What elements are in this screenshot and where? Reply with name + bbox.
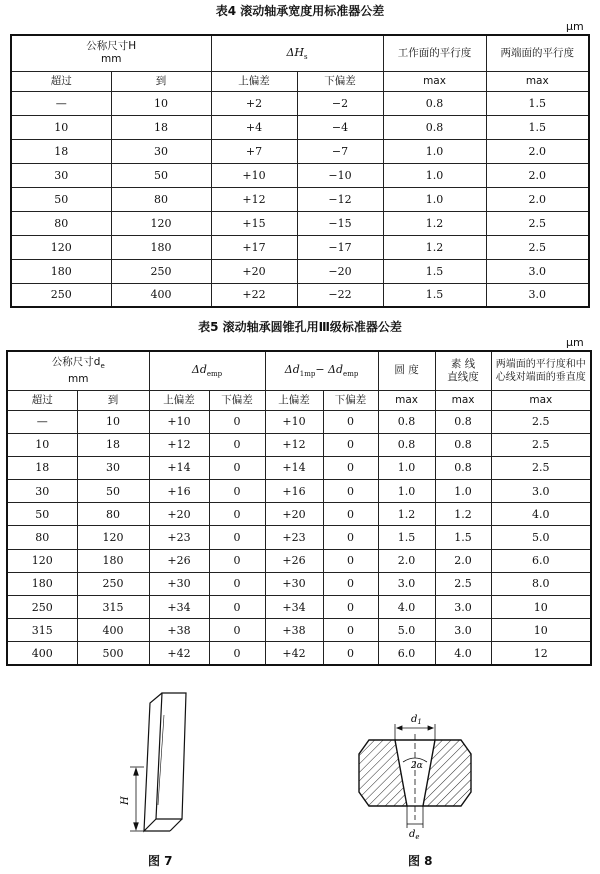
table-cell: 1.5 bbox=[486, 115, 589, 139]
table-cell: 180 bbox=[77, 549, 149, 572]
table-cell: 1.2 bbox=[378, 503, 435, 526]
table-cell: 18 bbox=[77, 433, 149, 456]
table-cell: +14 bbox=[265, 456, 323, 479]
table-cell: 0 bbox=[209, 549, 265, 572]
table-cell: +30 bbox=[149, 572, 209, 595]
table-cell: 0.8 bbox=[378, 410, 435, 433]
table-cell: +20 bbox=[149, 503, 209, 526]
table-cell: 5.0 bbox=[378, 619, 435, 642]
table-cell: +22 bbox=[211, 283, 297, 307]
table-cell: 6.0 bbox=[491, 549, 591, 572]
table-cell: 2.0 bbox=[486, 139, 589, 163]
t5-max-header: max bbox=[491, 390, 591, 410]
table-cell: 1.0 bbox=[435, 480, 491, 503]
table-cell: −2 bbox=[297, 91, 383, 115]
table-cell: 400 bbox=[111, 283, 211, 307]
table-cell: 3.0 bbox=[378, 572, 435, 595]
table-cell: 0 bbox=[209, 572, 265, 595]
table-row bbox=[11, 235, 589, 259]
table-cell: −20 bbox=[297, 259, 383, 283]
table-cell: 10 bbox=[491, 596, 591, 619]
t4-end-parallel-header: 两端面的平行度 bbox=[486, 35, 589, 71]
table-cell: 0 bbox=[209, 642, 265, 665]
table-cell: +38 bbox=[149, 619, 209, 642]
table-cell: +34 bbox=[149, 596, 209, 619]
t4-lower-header: 下偏差 bbox=[297, 71, 383, 91]
table-cell: 0 bbox=[323, 433, 378, 456]
table-cell: +16 bbox=[149, 480, 209, 503]
table-cell: −17 bbox=[297, 235, 383, 259]
table-cell: −10 bbox=[297, 163, 383, 187]
table-cell: +12 bbox=[149, 433, 209, 456]
table-cell: 1.0 bbox=[378, 456, 435, 479]
table-row bbox=[11, 283, 589, 307]
table-cell: 1.2 bbox=[383, 211, 486, 235]
table-cell: 315 bbox=[7, 619, 77, 642]
table-cell: 10 bbox=[491, 619, 591, 642]
t5-upper-header: 上偏差 bbox=[265, 390, 323, 410]
table-cell: 0 bbox=[209, 410, 265, 433]
t4-delta-header: $\Delta H_s$ bbox=[211, 35, 383, 71]
table-cell: +42 bbox=[149, 642, 209, 665]
t4-work-parallel-header: 工作面的平行度 bbox=[383, 35, 486, 71]
table-row bbox=[11, 139, 589, 163]
table-cell: 0 bbox=[323, 619, 378, 642]
fig7-label-h: H bbox=[120, 796, 131, 805]
table-cell: 250 bbox=[7, 596, 77, 619]
table-cell: 0 bbox=[209, 526, 265, 549]
table-cell: 0 bbox=[323, 596, 378, 619]
table-cell: 120 bbox=[11, 235, 111, 259]
table-cell: 0 bbox=[323, 526, 378, 549]
table-cell: +23 bbox=[265, 526, 323, 549]
table-cell: 50 bbox=[7, 503, 77, 526]
fig8-label-angle: 2α bbox=[411, 761, 423, 771]
fig8-label-de: $d_e$ bbox=[409, 829, 420, 840]
table-row bbox=[11, 91, 589, 115]
table-cell: +12 bbox=[265, 433, 323, 456]
table-cell: 0 bbox=[209, 596, 265, 619]
table-cell: 0 bbox=[323, 456, 378, 479]
table-cell: 50 bbox=[11, 187, 111, 211]
table-cell: +26 bbox=[265, 549, 323, 572]
table-cell: 4.0 bbox=[378, 596, 435, 619]
table-row bbox=[7, 642, 591, 665]
table5 bbox=[6, 350, 592, 666]
table-cell: +23 bbox=[149, 526, 209, 549]
t5-delta1-header: $\Delta d_{emp}$ bbox=[149, 351, 265, 390]
table-cell: 80 bbox=[111, 187, 211, 211]
table-cell: 0 bbox=[323, 503, 378, 526]
table-cell: 1.5 bbox=[378, 526, 435, 549]
table-cell: 2.5 bbox=[491, 433, 591, 456]
t5-upper-header: 上偏差 bbox=[149, 390, 209, 410]
table-cell: +30 bbox=[265, 572, 323, 595]
table-cell: 1.2 bbox=[435, 503, 491, 526]
table-cell: 10 bbox=[7, 433, 77, 456]
table-cell: — bbox=[7, 410, 77, 433]
table-cell: 400 bbox=[7, 642, 77, 665]
table-cell: +4 bbox=[211, 115, 297, 139]
figure-8-caption: 图 8 bbox=[408, 854, 433, 868]
table-cell: 180 bbox=[11, 259, 111, 283]
table-cell: +7 bbox=[211, 139, 297, 163]
t5-to-header: 到 bbox=[77, 390, 149, 410]
table-row bbox=[7, 480, 591, 503]
t4-max-header: max bbox=[486, 71, 589, 91]
table4-unit: μm bbox=[566, 20, 584, 33]
t5-over-header: 超过 bbox=[7, 390, 77, 410]
table-cell: 0.8 bbox=[383, 115, 486, 139]
fig8-label-d1: $d_1$ bbox=[411, 714, 422, 726]
table-cell: 0.8 bbox=[378, 433, 435, 456]
table-cell: 2.0 bbox=[486, 187, 589, 211]
table-cell: 80 bbox=[77, 503, 149, 526]
table-cell: 0 bbox=[323, 480, 378, 503]
table-cell: 0 bbox=[323, 549, 378, 572]
table-cell: 2.5 bbox=[486, 211, 589, 235]
table5-unit: μm bbox=[566, 336, 584, 349]
table-cell: 3.0 bbox=[491, 480, 591, 503]
figure-7-caption: 图 7 bbox=[148, 854, 173, 868]
table-row bbox=[11, 115, 589, 139]
table-cell: 250 bbox=[11, 283, 111, 307]
table-cell: 1.0 bbox=[383, 163, 486, 187]
table-cell: +2 bbox=[211, 91, 297, 115]
table-cell: 5.0 bbox=[491, 526, 591, 549]
table-cell: 1.5 bbox=[383, 283, 486, 307]
table-cell: 3.0 bbox=[435, 596, 491, 619]
table-cell: 120 bbox=[7, 549, 77, 572]
table-cell: +10 bbox=[211, 163, 297, 187]
table-cell: 4.0 bbox=[491, 503, 591, 526]
table-cell: +20 bbox=[211, 259, 297, 283]
table-cell: +20 bbox=[265, 503, 323, 526]
table-cell: +26 bbox=[149, 549, 209, 572]
t5-straight-header: 素 线 直线度 bbox=[435, 351, 491, 390]
table-cell: 2.5 bbox=[491, 456, 591, 479]
table-cell: 0 bbox=[323, 642, 378, 665]
figure-8-drawing bbox=[345, 710, 485, 840]
table-cell: 0 bbox=[209, 503, 265, 526]
table-cell: 3.0 bbox=[435, 619, 491, 642]
t5-size-header: 公称尺寸$d_e$ mm bbox=[7, 351, 149, 390]
table-row bbox=[7, 572, 591, 595]
table-cell: 2.5 bbox=[491, 410, 591, 433]
t4-upper-header: 上偏差 bbox=[211, 71, 297, 91]
table-row bbox=[11, 163, 589, 187]
table-cell: −4 bbox=[297, 115, 383, 139]
table-cell: −7 bbox=[297, 139, 383, 163]
table-cell: −15 bbox=[297, 211, 383, 235]
table-cell: 120 bbox=[77, 526, 149, 549]
table-cell: 50 bbox=[77, 480, 149, 503]
table-row bbox=[7, 596, 591, 619]
table-cell: 10 bbox=[77, 410, 149, 433]
table-cell: 6.0 bbox=[378, 642, 435, 665]
table-cell: 0 bbox=[209, 619, 265, 642]
table-cell: −12 bbox=[297, 187, 383, 211]
table-row bbox=[11, 211, 589, 235]
table-cell: +34 bbox=[265, 596, 323, 619]
table-cell: 400 bbox=[77, 619, 149, 642]
table-cell: +42 bbox=[265, 642, 323, 665]
table-cell: 4.0 bbox=[435, 642, 491, 665]
table-row bbox=[11, 259, 589, 283]
table-row bbox=[7, 503, 591, 526]
table-cell: 1.0 bbox=[383, 139, 486, 163]
table-cell: +17 bbox=[211, 235, 297, 259]
table-cell: 180 bbox=[7, 572, 77, 595]
table-cell: 315 bbox=[77, 596, 149, 619]
table-cell: 0 bbox=[209, 456, 265, 479]
table-cell: 18 bbox=[11, 139, 111, 163]
table-cell: 0.8 bbox=[435, 410, 491, 433]
table-cell: 2.0 bbox=[378, 549, 435, 572]
table-cell: 500 bbox=[77, 642, 149, 665]
t5-delta2-header: $\Delta d_{1mp}- \Delta d_{emp}$ bbox=[265, 351, 378, 390]
table-cell: +14 bbox=[149, 456, 209, 479]
table-cell: 120 bbox=[111, 211, 211, 235]
table-cell: 250 bbox=[77, 572, 149, 595]
table-row bbox=[7, 549, 591, 572]
table-row bbox=[7, 410, 591, 433]
t5-round-header: 圆 度 bbox=[378, 351, 435, 390]
table-cell: 30 bbox=[77, 456, 149, 479]
table-cell: 180 bbox=[111, 235, 211, 259]
table-cell: 1.5 bbox=[383, 259, 486, 283]
table-cell: 18 bbox=[111, 115, 211, 139]
t4-over-header: 超过 bbox=[11, 71, 111, 91]
t4-size-header: 公称尺寸H mm bbox=[11, 35, 211, 71]
t5-ends-header: 两端面的平行度和中 心线对端面的垂直度 bbox=[491, 351, 591, 390]
t5-lower-header: 下偏差 bbox=[209, 390, 265, 410]
table-row bbox=[7, 456, 591, 479]
t4-max-header: max bbox=[383, 71, 486, 91]
table-cell: 2.0 bbox=[435, 549, 491, 572]
table-cell: 30 bbox=[11, 163, 111, 187]
table-cell: 0 bbox=[323, 572, 378, 595]
t5-lower-header: 下偏差 bbox=[323, 390, 378, 410]
table-cell: 2.0 bbox=[486, 163, 589, 187]
table-cell: 1.5 bbox=[435, 526, 491, 549]
table-cell: 0.8 bbox=[435, 433, 491, 456]
table-cell: 2.5 bbox=[486, 235, 589, 259]
table-cell: 1.0 bbox=[378, 480, 435, 503]
table-cell: 250 bbox=[111, 259, 211, 283]
table-cell: 8.0 bbox=[491, 572, 591, 595]
table-row bbox=[7, 526, 591, 549]
table-cell: 18 bbox=[7, 456, 77, 479]
table-cell: 1.2 bbox=[383, 235, 486, 259]
table-cell: 80 bbox=[11, 211, 111, 235]
table-cell: 30 bbox=[111, 139, 211, 163]
table-cell: 2.5 bbox=[435, 572, 491, 595]
table4 bbox=[10, 34, 590, 308]
table-row bbox=[11, 187, 589, 211]
table-cell: — bbox=[11, 91, 111, 115]
table-cell: +16 bbox=[265, 480, 323, 503]
table-cell: 12 bbox=[491, 642, 591, 665]
table-cell: 0 bbox=[209, 480, 265, 503]
table-cell: 0.8 bbox=[383, 91, 486, 115]
table-cell: 0 bbox=[209, 433, 265, 456]
table-cell: −22 bbox=[297, 283, 383, 307]
figure-7-drawing bbox=[110, 685, 220, 845]
t4-to-header: 到 bbox=[111, 71, 211, 91]
table-cell: 0 bbox=[323, 410, 378, 433]
table-cell: +38 bbox=[265, 619, 323, 642]
table-row bbox=[7, 433, 591, 456]
table5-caption: 表5 滚动轴承圆锥孔用Ⅲ级标准器公差 bbox=[198, 320, 402, 334]
table-cell: 30 bbox=[7, 480, 77, 503]
table-cell: 80 bbox=[7, 526, 77, 549]
table-cell: 1.5 bbox=[486, 91, 589, 115]
table-cell: +10 bbox=[149, 410, 209, 433]
table-cell: 50 bbox=[111, 163, 211, 187]
table-cell: 10 bbox=[111, 91, 211, 115]
table-cell: 3.0 bbox=[486, 283, 589, 307]
table-row bbox=[7, 619, 591, 642]
table-cell: 3.0 bbox=[486, 259, 589, 283]
table-cell: +10 bbox=[265, 410, 323, 433]
table-cell: 0.8 bbox=[435, 456, 491, 479]
table4-caption: 表4 滚动轴承宽度用标准器公差 bbox=[215, 4, 385, 18]
t5-max-header: max bbox=[435, 390, 491, 410]
table-cell: 10 bbox=[11, 115, 111, 139]
t5-max-header: max bbox=[378, 390, 435, 410]
table-cell: 1.0 bbox=[383, 187, 486, 211]
table-cell: +15 bbox=[211, 211, 297, 235]
table-cell: +12 bbox=[211, 187, 297, 211]
